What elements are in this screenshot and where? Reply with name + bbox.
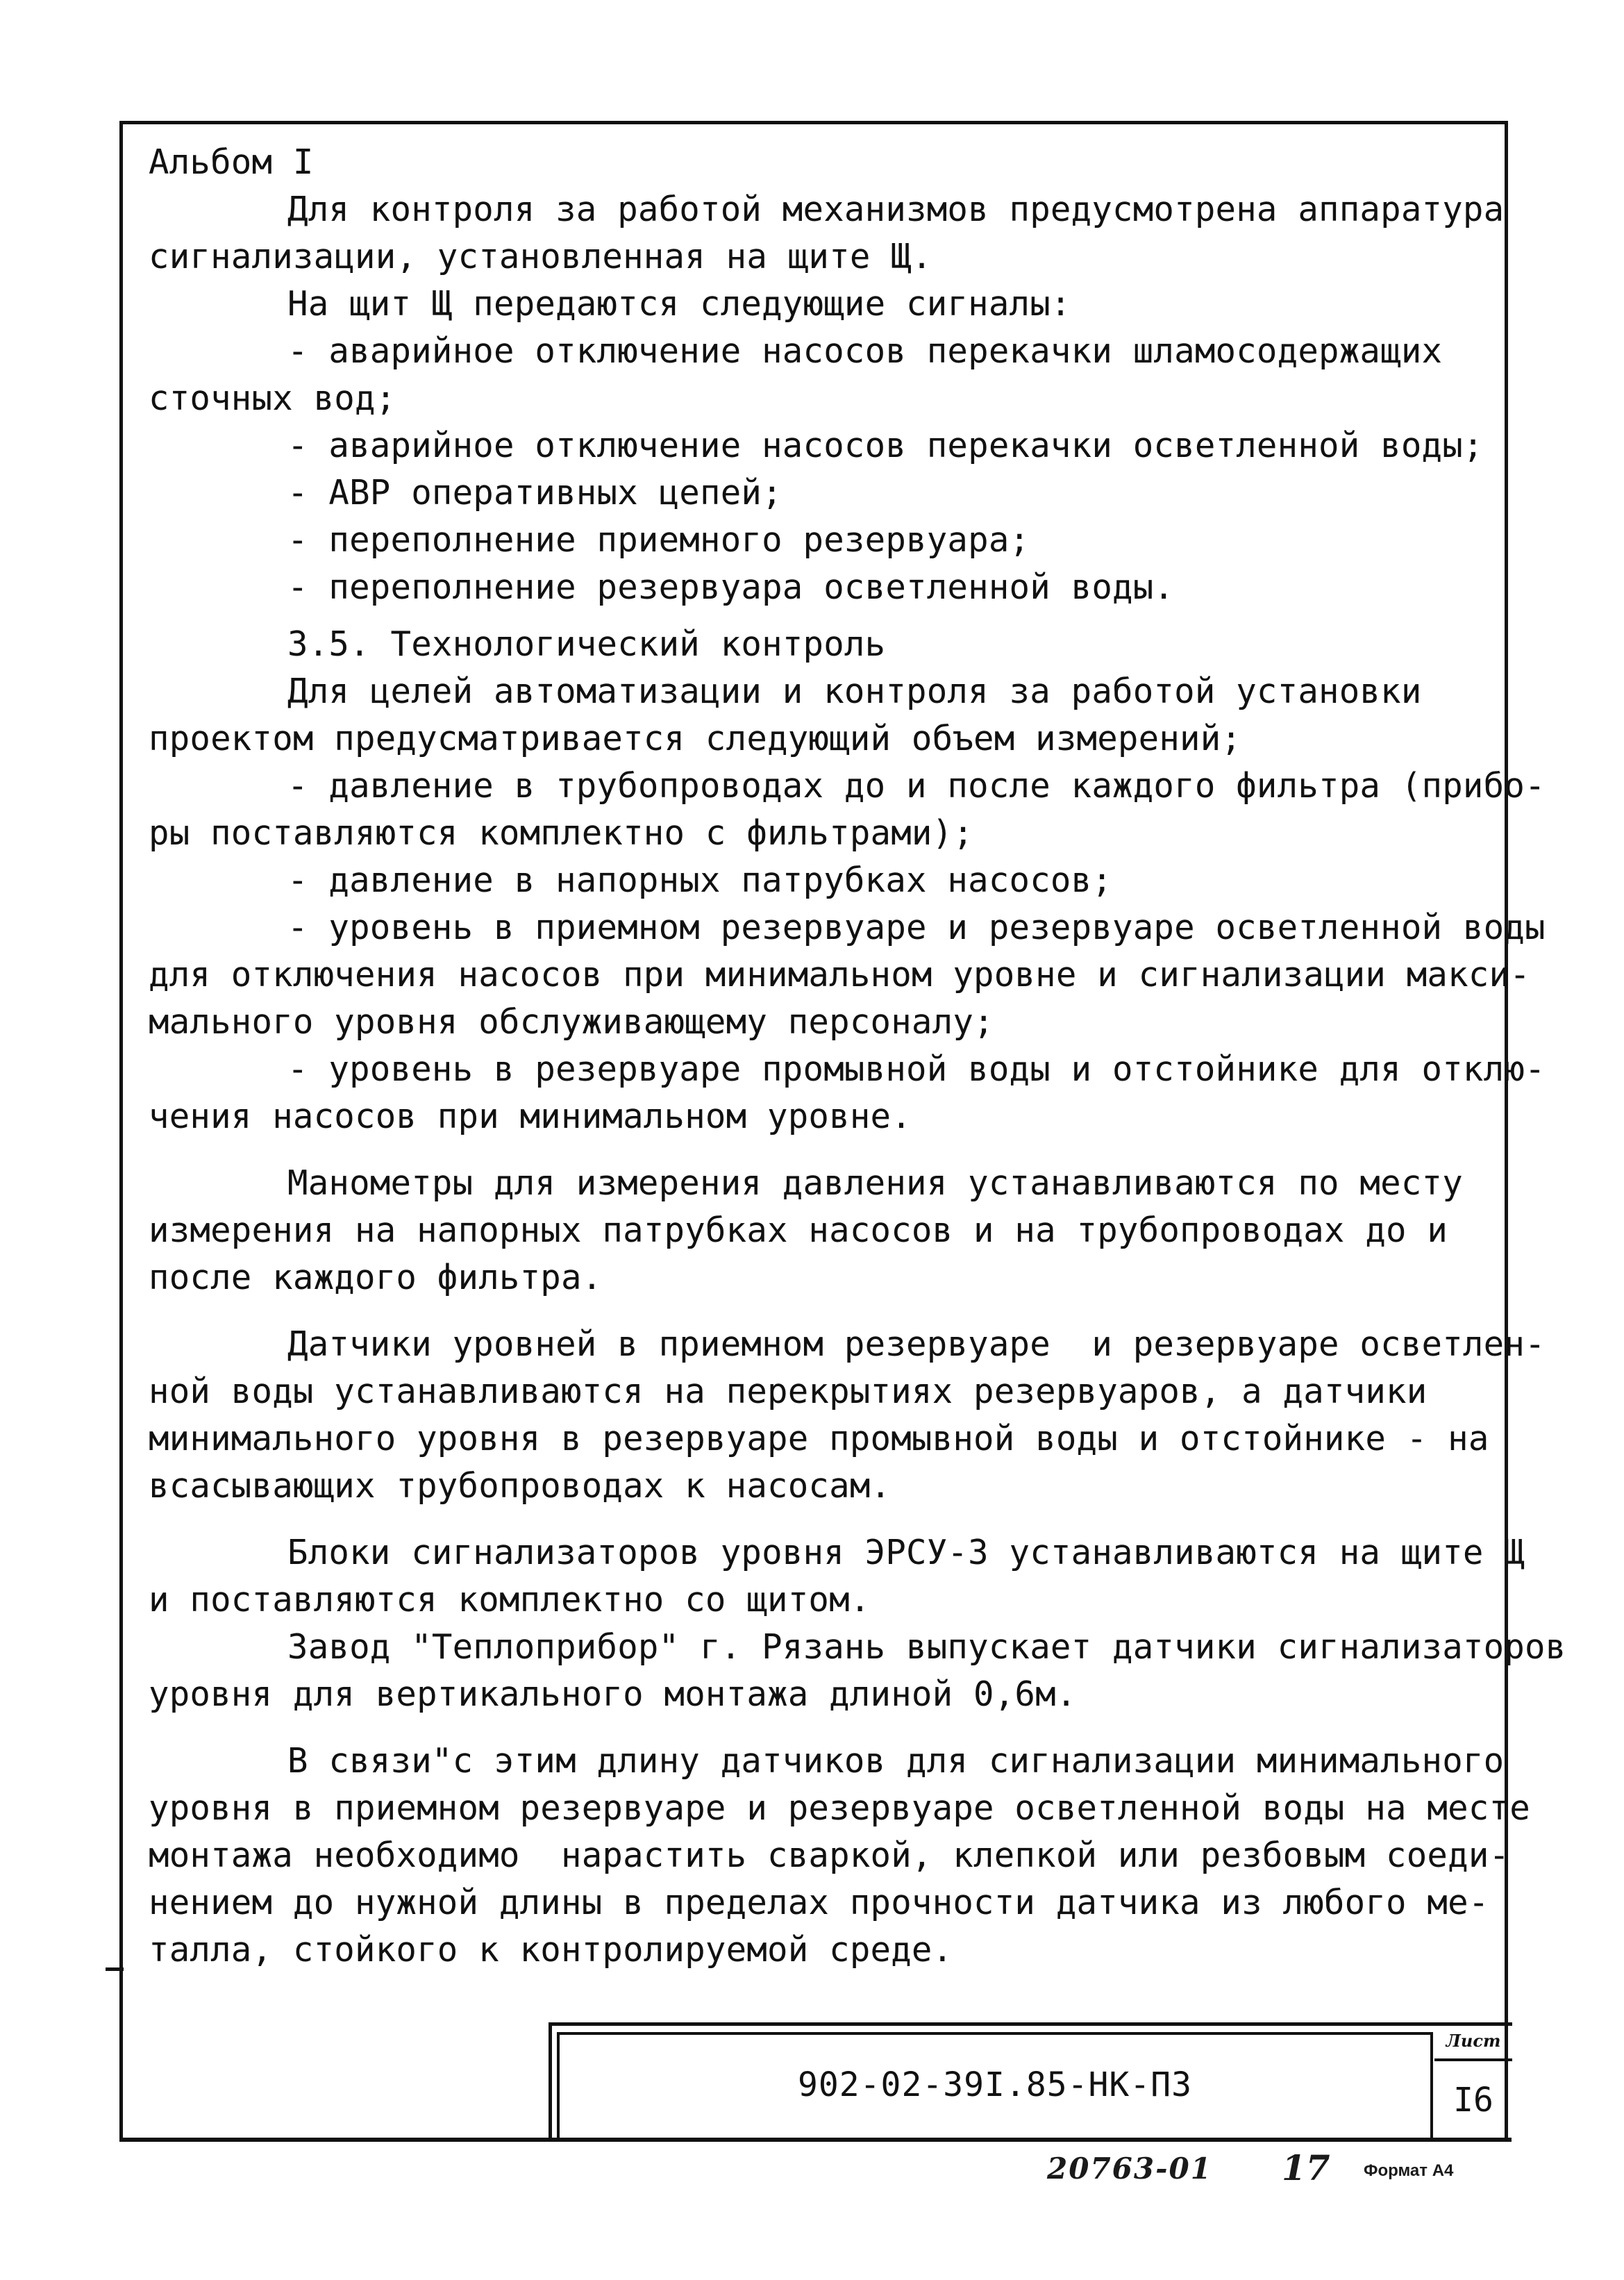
text-line: В связи"с этим длину датчиков для сигнализации минимального	[287, 1741, 1505, 1781]
text-line: мального уровня обслуживающему персоналу;	[149, 1002, 994, 1042]
text-line: - переполнение резервуара осветленной воды.	[287, 567, 1175, 607]
text-line: Завод "Теплоприбор" г. Рязань выпускает датчики сигнализаторов	[287, 1627, 1566, 1667]
text-line: Блоки сигнализаторов уровня ЭРСУ-3 устанавливаются на щите Щ	[287, 1533, 1525, 1572]
text-line: минимального уровня в резервуаре промывной воды и отстойнике - на	[149, 1419, 1489, 1458]
text-line: чения насосов при минимальном уровне.	[149, 1097, 912, 1136]
text-line: Для целей автоматизации и контроля за работой установки	[287, 672, 1422, 711]
sheet-label: Лист	[1434, 2022, 1512, 2061]
text-line: уровня для вертикального монтажа длиной 0,6м.	[149, 1674, 1077, 1714]
text-line: для отключения насосов при минимальном уровне и сигнализации макси-	[149, 955, 1530, 995]
frame-bottom-line	[119, 2138, 1512, 2142]
text-line: монтажа необходимо нарастить сваркой, клепкой или резбовым соеди-	[149, 1836, 1510, 1875]
text-line: - переполнение приемного резервуара;	[287, 520, 1030, 560]
text-line: - давление в трубопроводах до и после каждого фильтра (прибо-	[287, 766, 1546, 806]
format-label: Формат А4	[1364, 2161, 1454, 2180]
sheet-number: I6	[1453, 2081, 1493, 2120]
text-line: ной воды устанавливаются на перекрытиях резервуаров, а датчики	[149, 1372, 1428, 1411]
text-line: - аварийное отключение насосов перекачки шламосодержащих	[287, 331, 1443, 371]
text-line: после каждого фильтра.	[149, 1258, 603, 1297]
text-line: сточных вод;	[149, 378, 396, 418]
text-line: Манометры для измерения давления устанавливаются по месту	[287, 1163, 1463, 1203]
text-line: измерения на напорных патрубках насосов и на трубопроводах до и	[149, 1210, 1448, 1250]
section-heading: 3.5. Технологический контроль	[287, 624, 886, 664]
text-line: - уровень в резервуаре промывной воды и отстойнике для отклю-	[287, 1049, 1546, 1089]
copy-number: 17	[1282, 2147, 1330, 2188]
text-line: На щит Щ передаются следующие сигналы:	[287, 284, 1071, 324]
text-line: сигнализации, установленная на щите Щ.	[149, 237, 932, 276]
album-label: Альбом I	[149, 142, 314, 182]
document-body	[149, 139, 1566, 1974]
text-line: - давление в напорных патрубках насосов;	[287, 860, 1113, 900]
text-line: - АВР оперативных цепей;	[287, 473, 782, 513]
text-line: - уровень в приемном резервуаре и резервуаре осветленной воды	[287, 908, 1546, 947]
text-line: Для контроля за работой механизмов предусмотрена аппаратура	[287, 190, 1505, 229]
text-line: Датчики уровней в приемном резервуаре и резервуаре осветлен-	[287, 1324, 1546, 1364]
text-line: нением до нужной длины в пределах прочности датчика из любого ме-	[149, 1883, 1489, 1922]
text-line: - аварийное отключение насосов перекачки осветленной воды;	[287, 426, 1484, 465]
text-line: проектом предусматривается следующий объем измерений;	[149, 719, 1242, 758]
text-line: уровня в приемном резервуаре и резервуаре осветленной воды на месте	[149, 1788, 1530, 1828]
text-line: талла, стойкого к контролируемой среде.	[149, 1930, 953, 1970]
text-line: и поставляются комплектно со щитом.	[149, 1580, 871, 1620]
document-code: 902-02-39I.85-НК-ПЗ	[797, 2065, 1193, 2104]
text-line: всасывающих трубопроводах к насосам.	[149, 1466, 891, 1506]
text-line: ры поставляются комплектно с фильтрами);	[149, 813, 974, 853]
inventory-number: 20763-01	[1047, 2152, 1212, 2186]
margin-tick-mark	[106, 1967, 124, 1971]
